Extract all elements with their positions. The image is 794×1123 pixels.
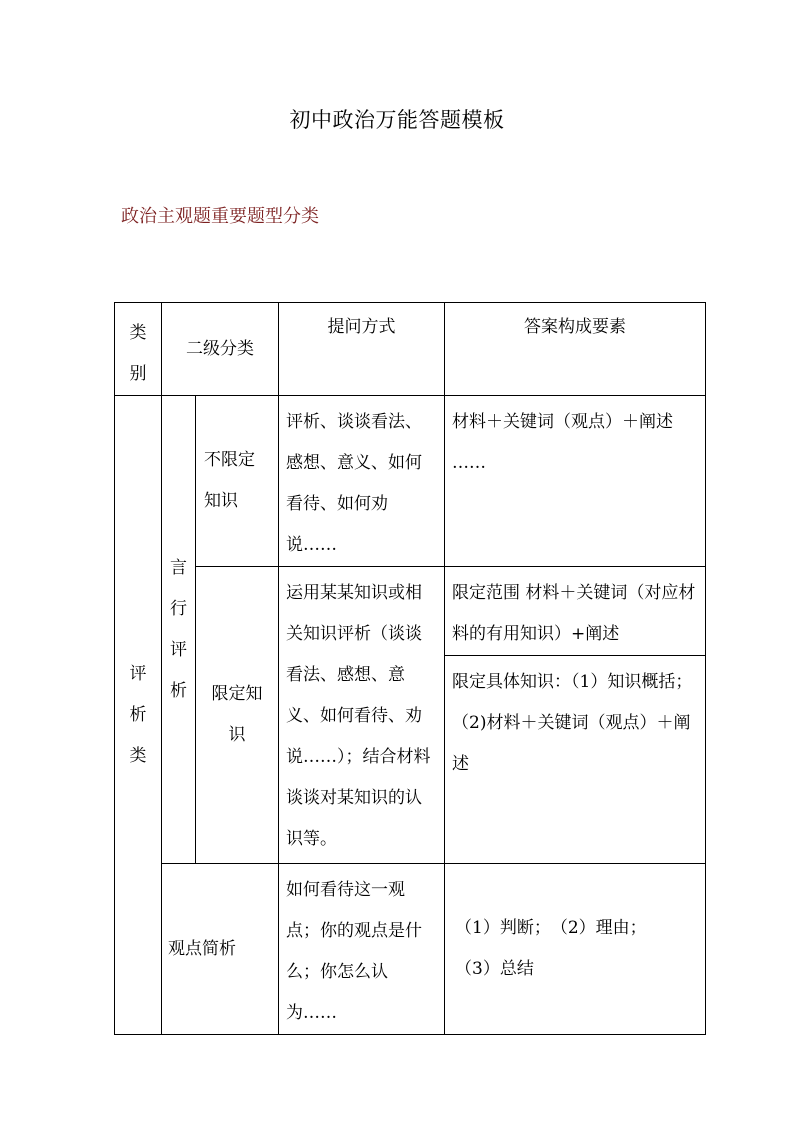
label-limited-knowledge: 限定知 识 <box>196 567 279 864</box>
section-heading: 政治主观题重要题型分类 <box>121 206 319 227</box>
subcategory-yanxing: 言 行 评 析 <box>162 396 196 864</box>
table-row <box>115 567 706 656</box>
question-limited: 运用某某知识或相关知识评析（谈谈看法、感想、意义、如何看待、劝说……）；结合材料谈谈对某知识的认识等。 <box>279 567 445 864</box>
answer-limited-range: 限定范围 材料＋关键词（对应材料的有用知识）+阐述 <box>445 567 706 656</box>
header-answer-elements: 答案构成要素 <box>445 303 706 396</box>
question-viewpoint: 如何看待这一观点；你的观点是什么；你怎么认为…… <box>279 864 445 1035</box>
header-question-style: 提问方式 <box>279 303 445 396</box>
question-unlimited: 评析、谈谈看法、感想、意义、如何看待、如何劝说…… <box>279 396 445 567</box>
table-header-row <box>115 303 706 396</box>
category-pingxi: 评 析 类 <box>115 396 162 1035</box>
answer-viewpoint: （1）判断； （2）理由； （3）总结 <box>445 864 706 1035</box>
label-viewpoint-analysis: 观点简析 <box>162 864 279 1035</box>
table-row <box>115 396 706 567</box>
header-category: 类 别 <box>115 303 162 396</box>
header-secondary: 二级分类 <box>162 303 279 396</box>
question-type-table <box>114 302 706 1035</box>
answer-limited-specific: 限定具体知识：（1）知识概括； （2)材料＋关键词（观点）＋阐述 <box>445 656 706 864</box>
document-title: 初中政治万能答题模板 <box>289 108 505 132</box>
table-row <box>115 864 706 1035</box>
label-unlimited-knowledge: 不限定 知识 <box>196 396 279 567</box>
answer-unlimited: 材料＋关键词（观点）＋阐述 …… <box>445 396 706 567</box>
